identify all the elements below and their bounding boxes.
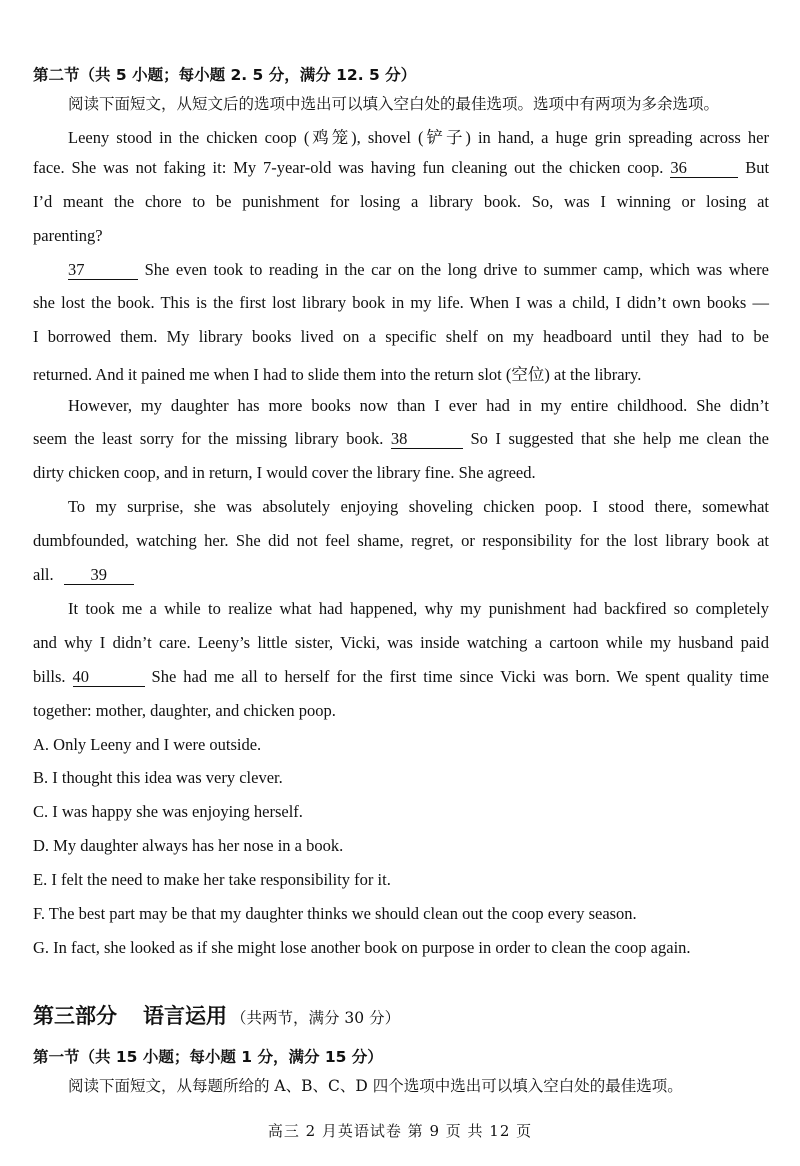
- blank-40: 40: [73, 668, 145, 687]
- passage-text: seem the least sorry for the missing library book.: [33, 429, 384, 448]
- option-a: A. Only Leeny and I were outside.: [33, 735, 262, 754]
- part3-subtitle: 语言运用: [143, 1004, 227, 1028]
- passage-line: I borrowed them. My library books lived on a specific shelf on my headboard until they had to be: [33, 327, 769, 346]
- passage-line: [33, 158, 769, 178]
- passage-line: Leeny stood in the chicken coop (鸡笼), shovel (铲子) in hand, a huge grin spreading across her: [68, 128, 769, 147]
- blank-38: 38: [391, 430, 463, 449]
- section1-instruction: 阅读下面短文，从每题所给的 A、B、C、D 四个选项中选出可以填入空白处的最佳选项。: [68, 1077, 683, 1095]
- option-c: C. I was happy she was enjoying herself.: [33, 802, 303, 821]
- passage-text: She had me all to herself for the first time since Vicki was born. We spent quality time: [151, 667, 770, 686]
- passage-line: [33, 429, 769, 449]
- passage-text: She even took to reading in the car on the long drive to summer camp, which was where: [144, 260, 769, 279]
- passage-text: So I suggested that she help me clean the: [470, 429, 770, 448]
- passage-line: [33, 565, 134, 585]
- page-footer: 高三 2 月英语试卷 第 9 页 共 12 页: [267, 1122, 533, 1140]
- passage-line: together: mother, daughter, and chicken poop.: [33, 701, 336, 720]
- passage-line: and why I didn’t care. Leeny’s little sister, Vicki, was inside watching a cartoon while my husband paid: [33, 633, 769, 652]
- passage-text: bills.: [33, 667, 66, 686]
- passage-line: dumbfounded, watching her. She did not feel shame, regret, or responsibility for the lost library book at: [33, 531, 769, 550]
- blank-39: 39: [64, 566, 134, 585]
- option-e: E. I felt the need to make her take responsibility for it.: [33, 870, 391, 889]
- passage-line: [33, 667, 769, 687]
- section2-heading: 第二节（共 5 小题；每小题 2. 5 分，满分 12. 5 分）: [33, 66, 417, 84]
- section1-heading: 第一节（共 15 小题；每小题 1 分，满分 15 分）: [33, 1048, 383, 1066]
- passage-text: all.: [33, 565, 54, 584]
- part3-heading: [33, 1000, 400, 1030]
- option-d: D. My daughter always has her nose in a book.: [33, 836, 344, 855]
- passage-line: [68, 260, 769, 280]
- section2-instruction: 阅读下面短文，从短文后的选项中选出可以填入空白处的最佳选项。选项中有两项为多余选项。: [68, 95, 720, 113]
- passage-line: However, my daughter has more books now than I ever had in my entire childhood. She didn’t: [68, 396, 769, 415]
- option-b: B. I thought this idea was very clever.: [33, 768, 283, 787]
- option-f: F. The best part may be that my daughter thinks we should clean out the coop every season.: [33, 904, 637, 923]
- passage-line: I’d meant the chore to be punishment for losing a library book. So, was I winning or losing at: [33, 192, 769, 211]
- blank-37: 37: [68, 261, 138, 280]
- blank-36: 36: [670, 159, 738, 178]
- passage-line: To my surprise, she was absolutely enjoying shoveling chicken poop. I stood there, somewhat: [68, 497, 769, 516]
- option-g: G. In fact, she looked as if she might lose another book on purpose in order to clean the coop again.: [33, 938, 691, 957]
- passage-line: It took me a while to realize what had happened, why my punishment had backfired so completely: [68, 599, 769, 618]
- passage-line: returned. And it pained me when I had to slide them into the return slot (空位) at the library.: [33, 365, 642, 384]
- passage-line: she lost the book. This is the first lost library book in my life. When I was a child, I didn’t own books —: [33, 293, 769, 312]
- passage-line: dirty chicken coop, and in return, I would cover the library fine. She agreed.: [33, 463, 536, 482]
- passage-text: face. She was not faking it: My 7-year-old was having fun cleaning out the chicken coop.: [33, 158, 664, 177]
- part3-note: （共两节，满分 30 分）: [231, 1009, 401, 1027]
- passage-text: But: [745, 158, 770, 177]
- passage-line: parenting?: [33, 226, 103, 245]
- part3-title: 第三部分: [33, 1004, 117, 1028]
